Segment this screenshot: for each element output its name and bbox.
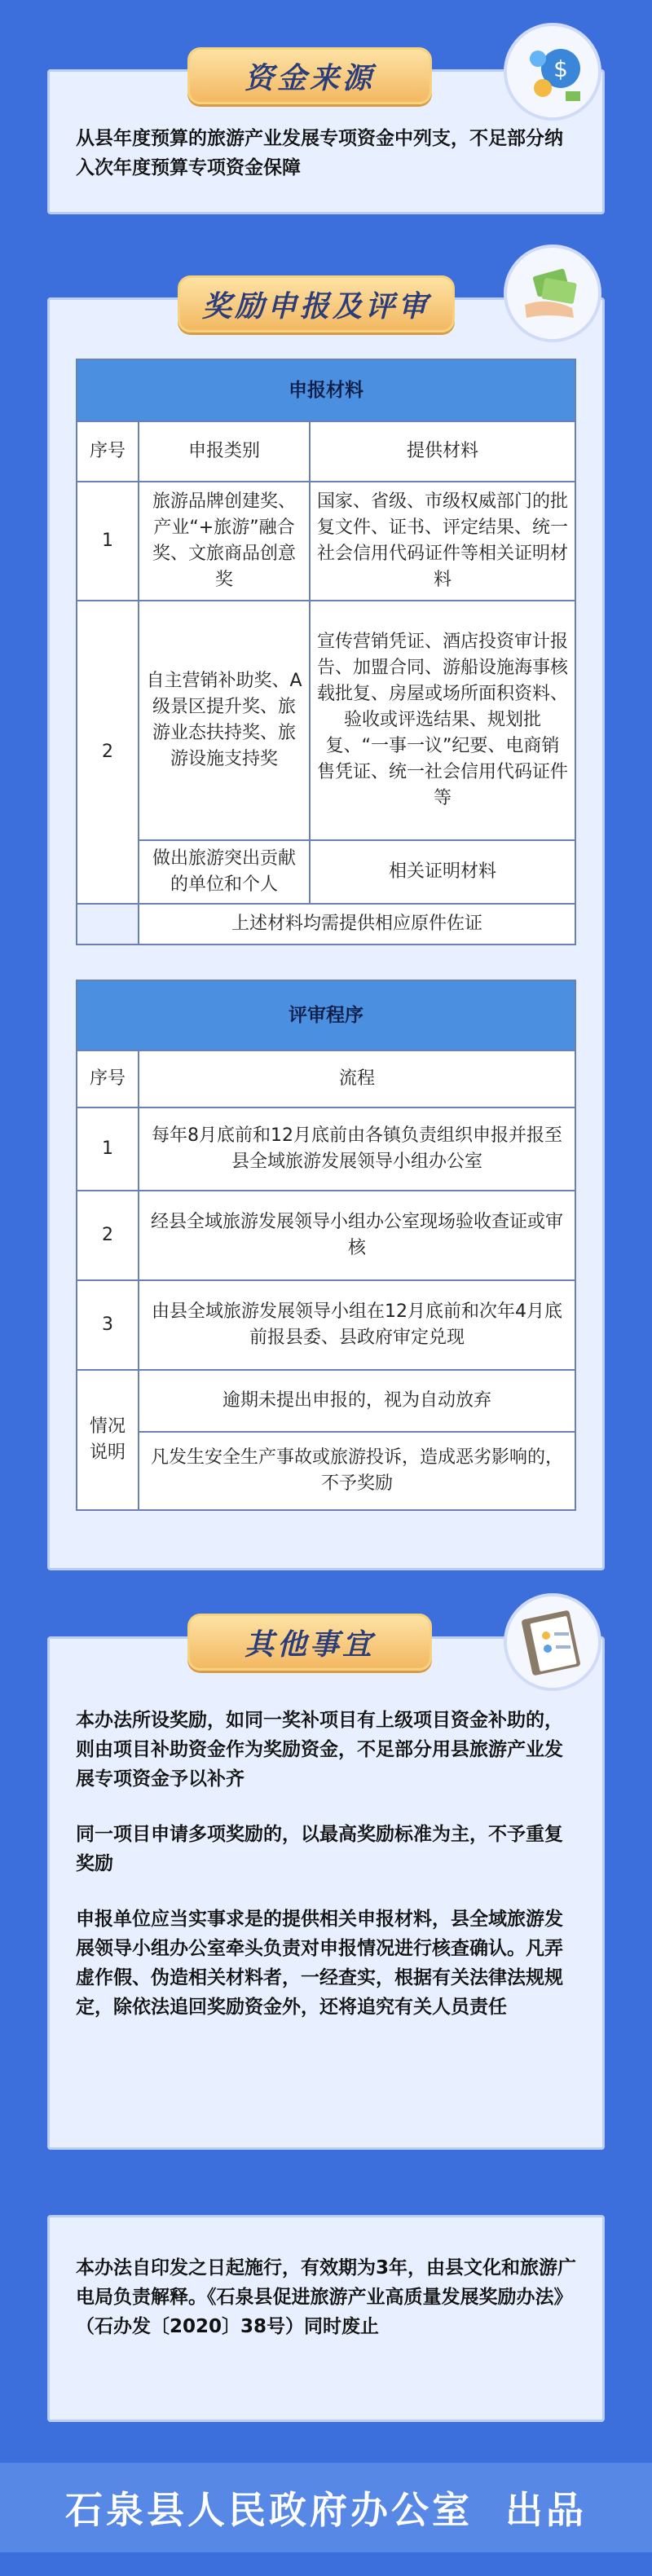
table-row: [77, 482, 575, 601]
materials-heading: 申报材料: [77, 359, 575, 421]
funding-text: 从县年度预算的旅游产业发展专项资金中列支，不足部分纳入次年度预算专项资金保障: [76, 128, 563, 178]
table-row: [77, 1370, 575, 1432]
materials-note: 上述材料均需提供相应原件佐证: [139, 904, 575, 945]
col-header-docs: 提供材料: [310, 421, 575, 482]
table-row: [77, 601, 575, 840]
other-paragraph: 同一项目申请多项奖励的，以最高奖励标准为主，不予重复奖励: [76, 1824, 563, 1874]
footer-publisher: [0, 2463, 652, 2552]
row-no: 1: [77, 482, 139, 601]
row-no: 3: [77, 1280, 139, 1370]
other-paragraph: 申报单位应当实事求是的提供相关申报材料，县全域旅游发展领导小组办公室牵头负责对申报情况进行核查确认。凡弄虚作假、伪造相关材料者，一经查实，根据有关法律法规规定，除依法追回奖励资金外，还将追究有关人员责任: [76, 1909, 563, 2018]
row-flow: 每年8月底前和12月底前由各镇负责组织申报并报至县全域旅游发展领导小组办公室: [139, 1107, 575, 1191]
row-no: 2: [77, 601, 139, 904]
svg-text:$: $: [553, 55, 568, 82]
money-circle-icon: [504, 23, 601, 121]
table-row: [77, 1280, 575, 1370]
row-flow: 经县全域旅游发展领导小组办公室现场验收查证或审核: [139, 1191, 575, 1280]
effective-card: [47, 2215, 605, 2422]
table-row: [77, 1191, 575, 1280]
situation-item: 凡发生安全生产事故或旅游投诉，造成恶劣影响的，不予奖励: [139, 1432, 575, 1510]
review-table: [76, 980, 576, 1511]
col-header-flow: 流程: [139, 1050, 575, 1107]
other-card: [47, 1636, 605, 2150]
row-type: 旅游品牌创建奖、产业“+旅游”融合奖、文旅商品创意奖: [139, 482, 310, 601]
row-no: 1: [77, 1107, 139, 1191]
situation-label: 情况说明: [77, 1370, 139, 1510]
section-title-funding: 资金来源: [187, 47, 432, 104]
application-card: [47, 297, 605, 1570]
review-heading: 评审程序: [77, 980, 575, 1050]
table-row: [77, 1432, 575, 1510]
materials-table: [76, 359, 576, 945]
row-no: 2: [77, 1191, 139, 1280]
row-type: 自主营销补助奖、A级景区提升奖、旅游业态扶持奖、旅游设施支持奖: [139, 601, 310, 840]
row-docs: 相关证明材料: [310, 840, 575, 904]
table-row: [77, 840, 575, 904]
section-title-other: 其他事宜: [187, 1614, 432, 1671]
note-spacer: [77, 904, 139, 945]
row-flow: 由县全域旅游发展领导小组在12月底前和次年4月底前报县委、县政府审定兑现: [139, 1280, 575, 1370]
section-title-application: 奖励申报及评审: [178, 275, 455, 332]
notebook-icon: [504, 1593, 601, 1691]
row-type: 做出旅游突出贡献的单位和个人: [139, 840, 310, 904]
row-docs: 国家、省级、市级权威部门的批复文件、证书、评定结果、统一社会信用代码证件等相关证明材料: [310, 482, 575, 601]
col-header-no: 序号: [77, 1050, 139, 1107]
col-header-no: 序号: [77, 421, 139, 482]
footer-text: 石泉县人民政府办公室 出品: [64, 2488, 588, 2532]
table-row: [77, 1107, 575, 1191]
other-paragraph: 本办法所设奖励，如同一奖补项目有上级项目资金补助的，则由项目补助资金作为奖励资金，不足部分用县旅游产业发展专项资金予以补齐: [76, 1710, 563, 1790]
hand-cash-icon: [504, 244, 601, 342]
row-docs: 宣传营销凭证、酒店投资审计报告、加盟合同、游船设施海事核载批复、房屋或场所面积资料、验收或评选结果、规划批复、“一事一议”纪要、电商销售凭证、统一社会信用代码证件等: [310, 601, 575, 840]
effective-text: 本办法自印发之日起施行，有效期为3年，由县文化和旅游广电局负责解释。《石泉县促进旅游产业高质量发展奖励办法》（石办发〔2020〕38号）同时废止: [76, 2257, 577, 2337]
situation-item: 逾期未提出申报的，视为自动放弃: [139, 1370, 575, 1432]
col-header-type: 申报类别: [139, 421, 310, 482]
